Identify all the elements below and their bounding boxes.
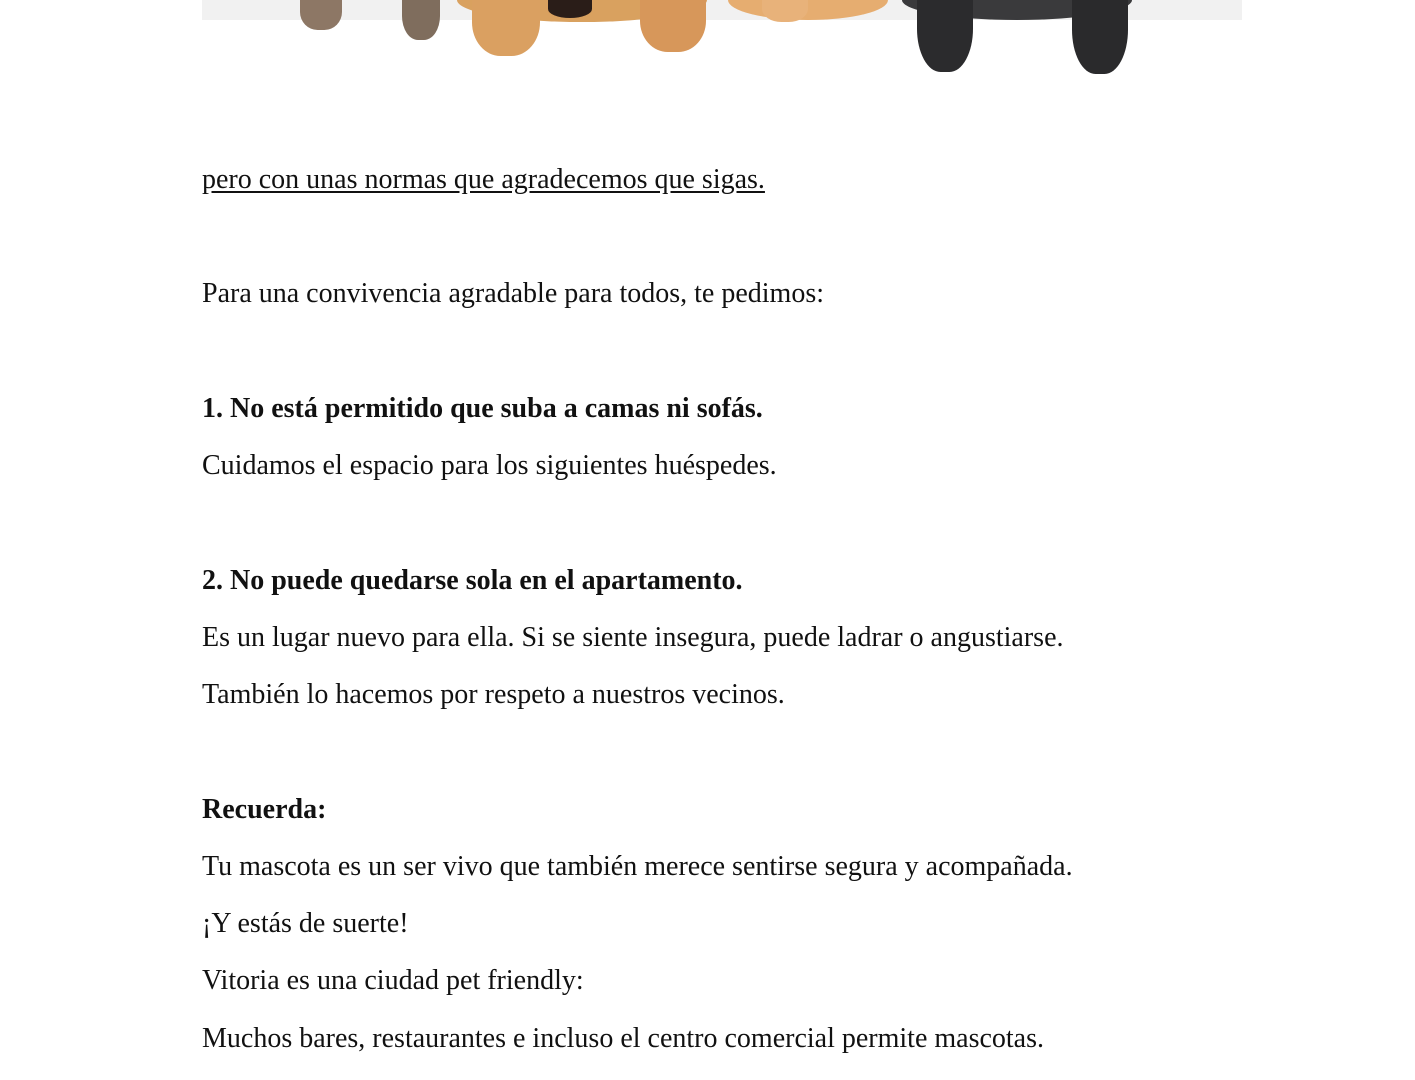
kitten-paw xyxy=(762,0,808,22)
pets-banner-image xyxy=(202,0,1242,80)
black-dog-right-paw xyxy=(1072,0,1128,74)
remember-text-3: Vitoria es una ciudad pet friendly: xyxy=(202,965,584,996)
golden-dog-left-paw xyxy=(472,0,540,56)
rule-2-text-2: También lo hacemos por respeto a nuestros vecinos. xyxy=(202,679,785,710)
rule-1-title: 1. No está permitido que suba a camas ni sofás. xyxy=(202,393,763,424)
cat-right-paw xyxy=(402,0,440,40)
golden-dog-right-paw xyxy=(640,0,706,52)
golden-dog-nose xyxy=(548,0,592,18)
remember-text-1: Tu mascota es un ser vivo que también merece sentirse segura y acompañada. xyxy=(202,851,1073,882)
rule-1-text: Cuidamos el espacio para los siguientes huéspedes. xyxy=(202,450,777,481)
rule-2-text-1: Es un lugar nuevo para ella. Si se siente insegura, puede ladrar o angustiarse. xyxy=(202,622,1064,653)
remember-text-4: Muchos bares, restaurantes e incluso el centro comercial permite mascotas. xyxy=(202,1023,1045,1054)
request-intro: Para una convivencia agradable para todos, te pedimos: xyxy=(202,278,824,309)
cat-left-paw xyxy=(300,0,342,30)
rules-intro-line: pero con unas normas que agradecemos que sigas. xyxy=(202,164,765,195)
black-dog-left-paw xyxy=(917,0,973,72)
remember-heading: Recuerda: xyxy=(202,794,327,825)
rule-2-title: 2. No puede quedarse sola en el apartamento. xyxy=(202,565,743,596)
remember-text-2: ¡Y estás de suerte! xyxy=(202,908,409,939)
